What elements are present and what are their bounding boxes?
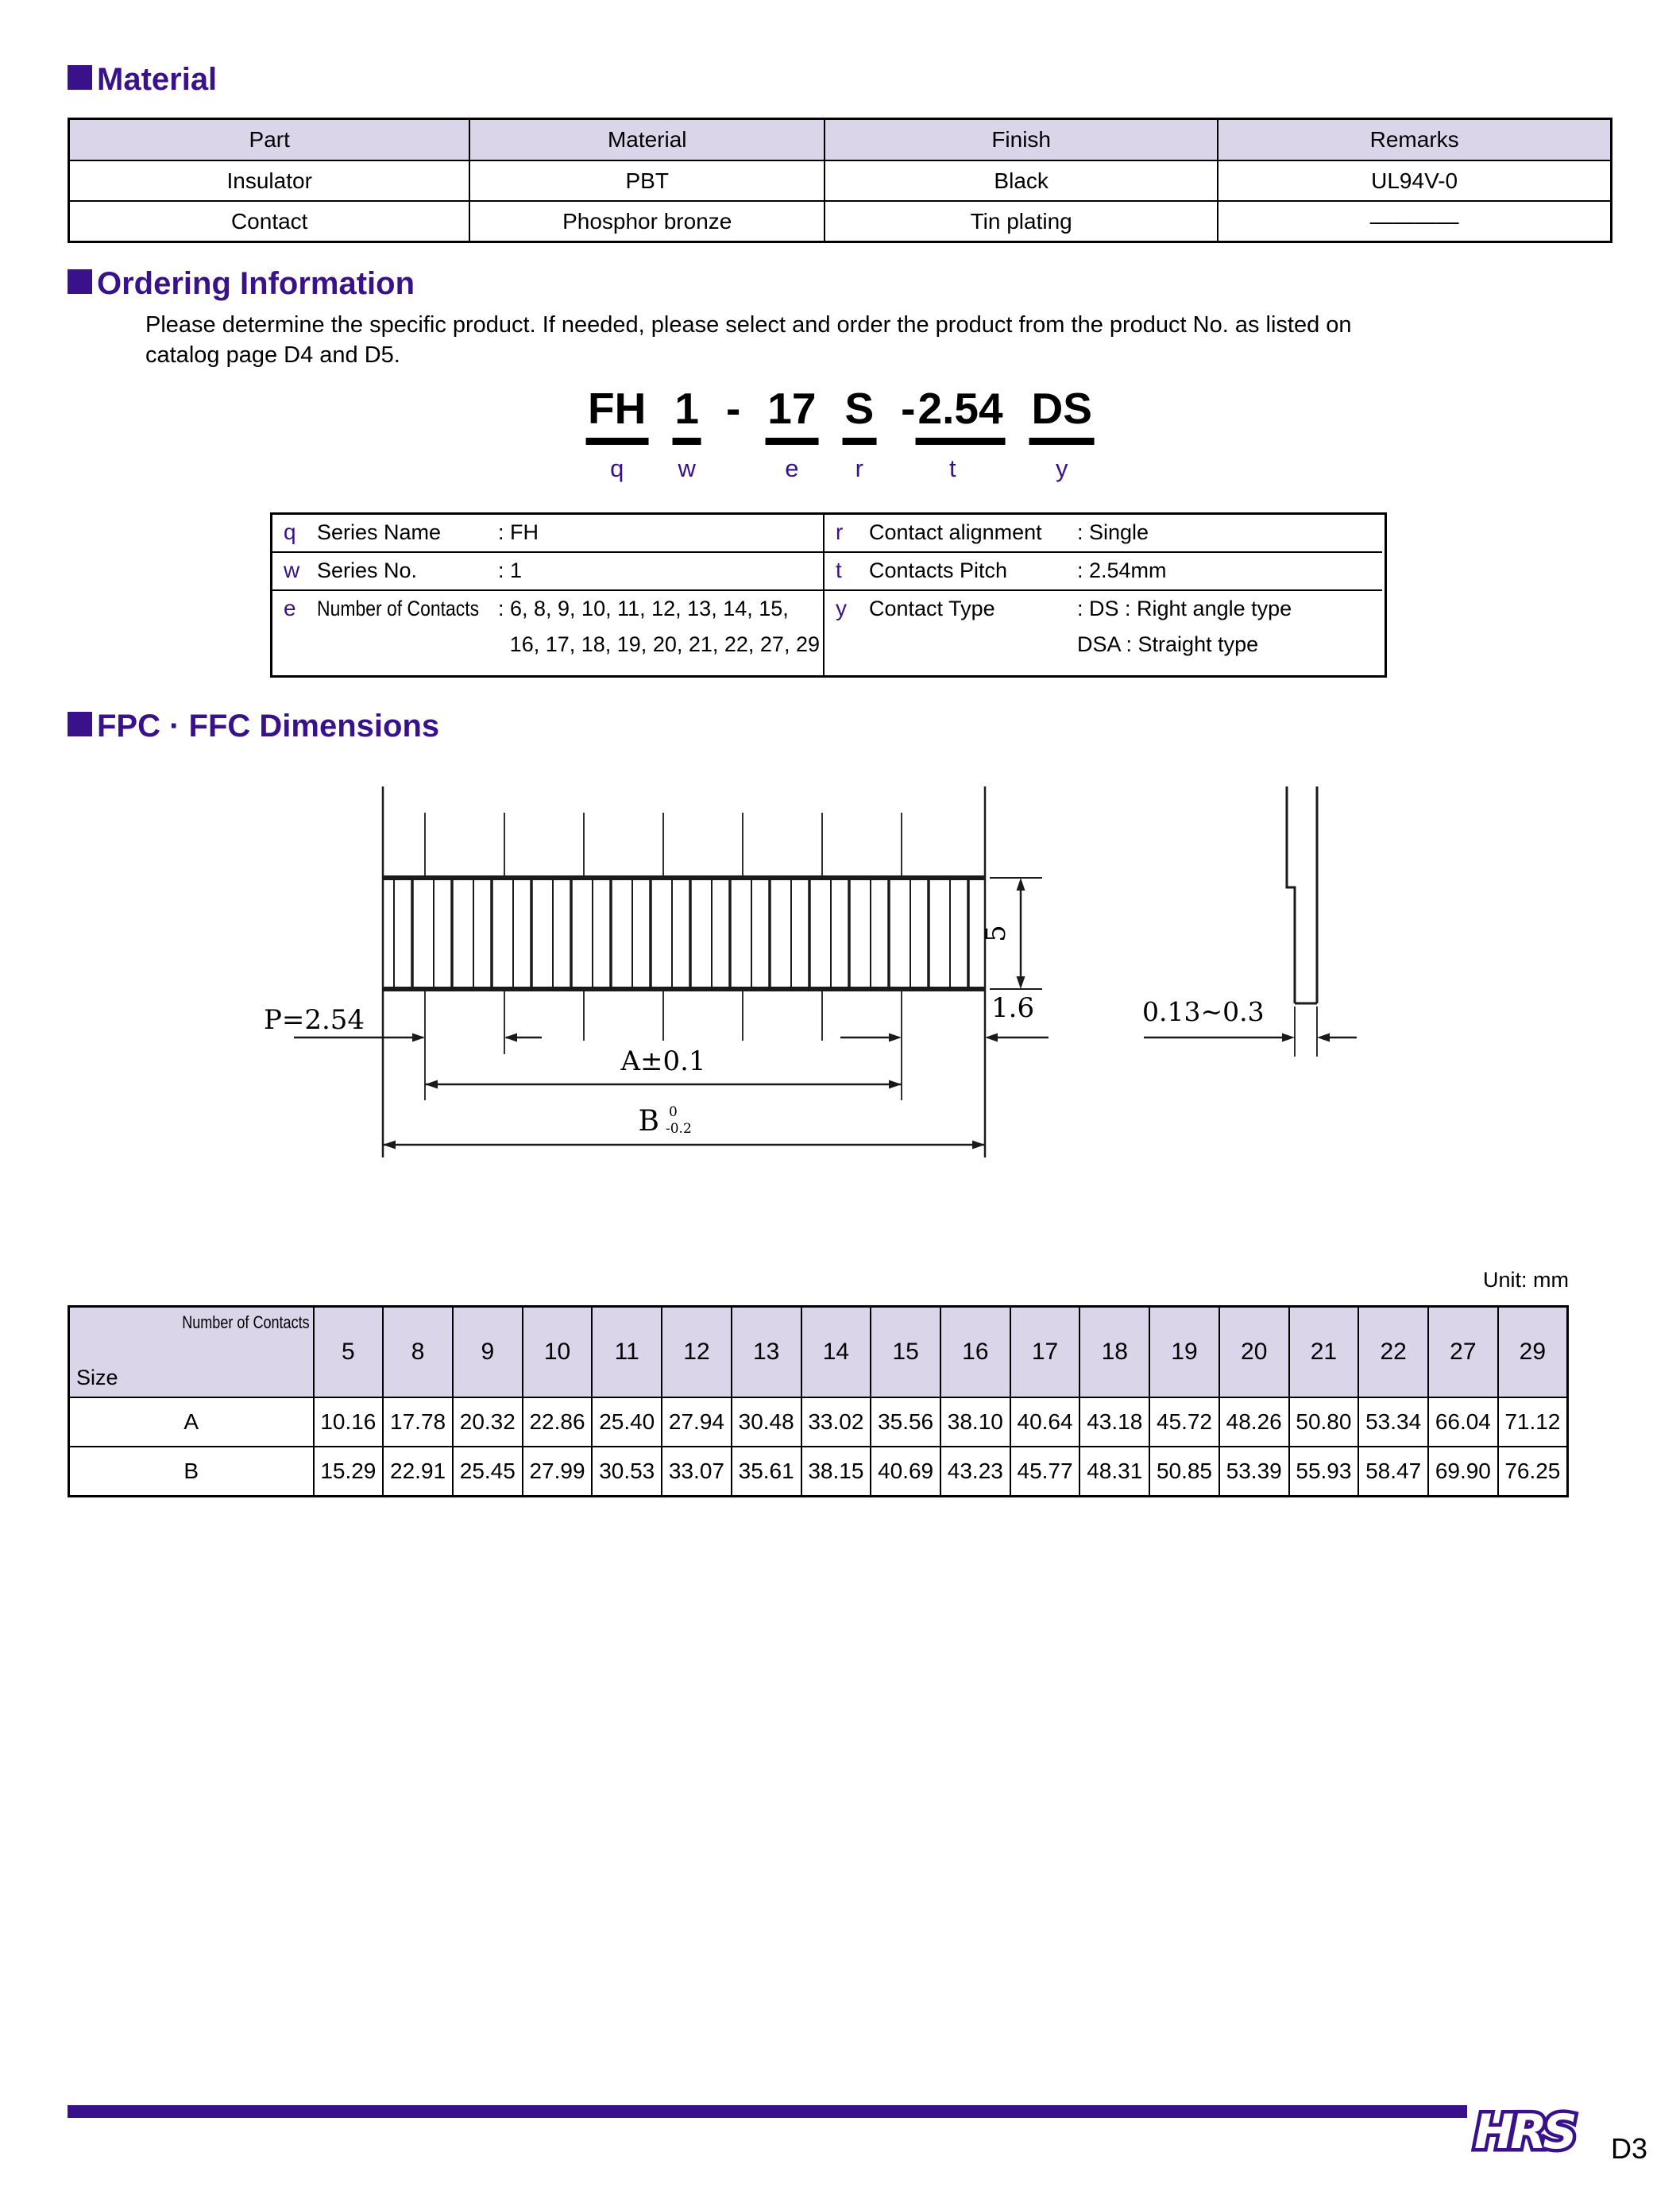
size-cell: 30.53 — [592, 1447, 662, 1497]
section-square-icon — [68, 712, 92, 736]
size-cell: 30.48 — [732, 1397, 801, 1447]
ordering-intro — [145, 310, 1352, 370]
contacts-header: 29 — [1498, 1307, 1568, 1398]
pitch-dimension-label: P=2.54 — [264, 1004, 365, 1036]
unit-label: Unit: mm — [1483, 1268, 1569, 1292]
part-number-key: e — [785, 454, 799, 482]
ordering-legend-table — [270, 512, 1387, 678]
legend-key: r — [836, 520, 844, 544]
dimensions-section-title — [68, 709, 439, 744]
size-cell: 76.25 — [1498, 1447, 1568, 1497]
legend-label — [317, 597, 498, 621]
part-number-text: 17 — [765, 387, 818, 445]
size-row-b — [69, 1447, 1568, 1497]
legend-value: : DS : Right angle type — [1077, 597, 1292, 620]
size-cell: 53.34 — [1358, 1397, 1428, 1447]
dim-b-label: B — [638, 1105, 659, 1138]
size-cell: 22.91 — [383, 1447, 453, 1497]
height-dimension-label: 5 — [980, 925, 1012, 942]
size-cell: 20.32 — [453, 1397, 523, 1447]
size-cell: 53.39 — [1219, 1447, 1289, 1497]
contacts-header: 13 — [732, 1307, 801, 1398]
legend-value-line2: DSA : Straight type — [1077, 632, 1259, 656]
size-cell: 38.15 — [801, 1447, 871, 1497]
ffc-dimension-drawing — [230, 767, 1358, 1247]
material-cell: Tin plating — [825, 201, 1218, 242]
contacts-header: 27 — [1428, 1307, 1498, 1398]
legend-label: Series Name — [317, 520, 442, 544]
size-cell: 27.99 — [523, 1447, 593, 1497]
legend-value: : 1 — [498, 558, 523, 582]
part-number-text: 2.54 — [916, 387, 1006, 445]
contacts-header: 21 — [1289, 1307, 1359, 1398]
size-cell: 69.90 — [1428, 1447, 1498, 1497]
size-table — [68, 1305, 1569, 1497]
ordering-section-title — [68, 266, 415, 302]
size-cell: 43.18 — [1079, 1397, 1149, 1447]
contacts-header: 10 — [523, 1307, 593, 1398]
legend-row-series-name — [272, 515, 825, 553]
size-cell: 45.77 — [1010, 1447, 1080, 1497]
contacts-header: 12 — [662, 1307, 732, 1398]
size-cell: 10.16 — [314, 1397, 384, 1447]
material-cell: Phosphor bronze — [469, 201, 825, 242]
centerlines-above — [425, 813, 902, 878]
contacts-header: 19 — [1149, 1307, 1219, 1398]
corner-label-contacts: Number of Contacts — [182, 1312, 310, 1332]
part-number-key: y — [1056, 454, 1068, 482]
size-cell: 48.31 — [1079, 1447, 1149, 1497]
legend-key: y — [836, 596, 847, 620]
footer-rule — [68, 2105, 1467, 2118]
side-profile-view — [1287, 786, 1317, 1057]
legend-row-contacts-pitch — [825, 553, 1382, 591]
legend-value: : 6, 8, 9, 10, 11, 12, 13, 14, 15, — [498, 597, 789, 620]
hrs-logo-text: HRS — [1474, 2104, 1574, 2160]
material-header-material: Material — [469, 119, 825, 161]
part-number-text: 1 — [672, 387, 701, 445]
legend-row-contact-type — [825, 591, 1382, 675]
legend-value-line2: 16, 17, 18, 19, 20, 21, 22, 27, 29 — [509, 632, 820, 656]
part-number-key — [725, 454, 741, 481]
material-header-part: Part — [69, 119, 470, 161]
size-cell: 40.64 — [1010, 1397, 1080, 1447]
part-number-text: - — [725, 384, 741, 433]
part-number-key: t — [949, 454, 956, 482]
size-row-a — [69, 1397, 1568, 1447]
ffc-body — [383, 878, 985, 989]
material-header-remarks: Remarks — [1218, 119, 1611, 161]
size-row-label: A — [69, 1397, 314, 1447]
size-cell: 25.40 — [592, 1397, 662, 1447]
part-number-key: w — [678, 454, 696, 482]
contacts-header: 20 — [1219, 1307, 1289, 1398]
size-cell: 33.02 — [801, 1397, 871, 1447]
material-cell: Black — [825, 160, 1218, 201]
ordering-intro-line1: Please determine the specific product. If needed, please select and order the product from the product No. as listed on — [145, 312, 1352, 338]
size-cell: 40.69 — [871, 1447, 940, 1497]
material-cell: ———— — [1218, 201, 1611, 242]
page-number: D3 — [1611, 2132, 1648, 2165]
legend-value: : 2.54mm — [1077, 558, 1167, 582]
contacts-header: 18 — [1079, 1307, 1149, 1398]
material-table — [68, 118, 1612, 243]
legend-key: t — [836, 558, 842, 582]
size-cell: 15.29 — [314, 1447, 384, 1497]
material-cell: Insulator — [69, 160, 470, 201]
part-number — [585, 384, 1095, 482]
thickness-dimension-label: 0.13~0.3 — [1142, 996, 1265, 1027]
size-cell: 35.56 — [871, 1397, 940, 1447]
size-cell: 48.26 — [1219, 1397, 1289, 1447]
contacts-header: 22 — [1358, 1307, 1428, 1398]
contacts-header: 8 — [383, 1307, 453, 1398]
contacts-header: 15 — [871, 1307, 940, 1398]
part-number-segment — [672, 384, 701, 482]
material-title-text: Material — [97, 62, 218, 97]
table-row — [69, 160, 1612, 201]
legend-key: q — [284, 520, 296, 544]
size-cell: 58.47 — [1358, 1447, 1428, 1497]
size-table-corner-cell — [69, 1307, 314, 1398]
part-number-segment — [900, 384, 1005, 482]
dim-b-tolerance-upper: 0 — [669, 1104, 678, 1120]
end-margin-dimension-label: 1.6 — [991, 992, 1035, 1024]
part-number-segment — [585, 384, 648, 482]
size-cell: 35.61 — [732, 1447, 801, 1497]
contacts-header: 16 — [940, 1307, 1010, 1398]
material-cell: Contact — [69, 201, 470, 242]
material-section-title — [68, 62, 217, 98]
material-table-header-row — [69, 119, 1612, 161]
legend-value: : Single — [1077, 520, 1149, 544]
size-cell: 55.93 — [1289, 1447, 1359, 1497]
part-number-segment — [1029, 384, 1095, 482]
legend-label-text: Number of Contacts — [317, 597, 480, 620]
ordering-title-text: Ordering Information — [97, 266, 415, 301]
size-cell: 50.85 — [1149, 1447, 1219, 1497]
size-cell: 50.80 — [1289, 1397, 1359, 1447]
size-cell: 38.10 — [940, 1397, 1010, 1447]
hrs-logo-svg — [1471, 2097, 1598, 2166]
contacts-header: 5 — [314, 1307, 384, 1398]
legend-key: w — [284, 558, 300, 582]
material-cell: UL94V-0 — [1218, 160, 1611, 201]
size-cell: 43.23 — [940, 1447, 1010, 1497]
part-number-text: S — [842, 387, 876, 445]
dim-b-tolerance-lower: -0.2 — [666, 1121, 692, 1137]
material-cell: PBT — [469, 160, 825, 201]
size-cell: 27.94 — [662, 1397, 732, 1447]
legend-key: e — [284, 596, 296, 620]
contacts-header: 14 — [801, 1307, 871, 1398]
contacts-header: 11 — [592, 1307, 662, 1398]
contacts-header: 9 — [453, 1307, 523, 1398]
part-number-separator — [725, 384, 741, 481]
legend-row-contact-alignment — [825, 515, 1382, 553]
table-row — [69, 201, 1612, 242]
legend-value: : FH — [498, 520, 539, 544]
legend-label: Contact alignment — [869, 520, 1042, 544]
section-square-icon — [68, 269, 92, 294]
size-table-header-row — [69, 1307, 1568, 1398]
size-cell: 22.86 — [523, 1397, 593, 1447]
material-header-finish: Finish — [825, 119, 1218, 161]
legend-label: Series No. — [317, 558, 418, 582]
size-cell: 66.04 — [1428, 1397, 1498, 1447]
dim-a-label: A±0.1 — [620, 1045, 706, 1077]
size-cell: 33.07 — [662, 1447, 732, 1497]
corner-label-size: Size — [76, 1366, 118, 1389]
part-number-segment — [842, 384, 876, 482]
part-number-text: FH — [585, 387, 648, 445]
dimensions-title-text: FPC · FFC Dimensions — [97, 709, 440, 744]
legend-label: Contacts Pitch — [869, 558, 1008, 582]
size-cell: 71.12 — [1498, 1397, 1568, 1447]
size-cell: 45.72 — [1149, 1397, 1219, 1447]
part-number-key: r — [855, 454, 863, 482]
part-number-text: DS — [1029, 387, 1095, 445]
size-row-label: B — [69, 1447, 314, 1497]
part-number-segment — [765, 384, 818, 482]
contacts-header: 17 — [1010, 1307, 1080, 1398]
size-cell: 17.78 — [383, 1397, 453, 1447]
part-number-prefix: - — [901, 384, 916, 433]
legend-label: Contact Type — [869, 597, 995, 620]
hrs-logo — [1471, 2097, 1598, 2170]
ordering-intro-line2: catalog page D4 and D5. — [145, 342, 400, 368]
part-number-key: q — [610, 454, 624, 482]
section-square-icon — [68, 65, 92, 90]
legend-row-series-no — [272, 553, 825, 591]
size-cell: 25.45 — [453, 1447, 523, 1497]
dimension-drawing-svg — [230, 767, 1358, 1243]
legend-row-number-of-contacts — [272, 591, 825, 675]
